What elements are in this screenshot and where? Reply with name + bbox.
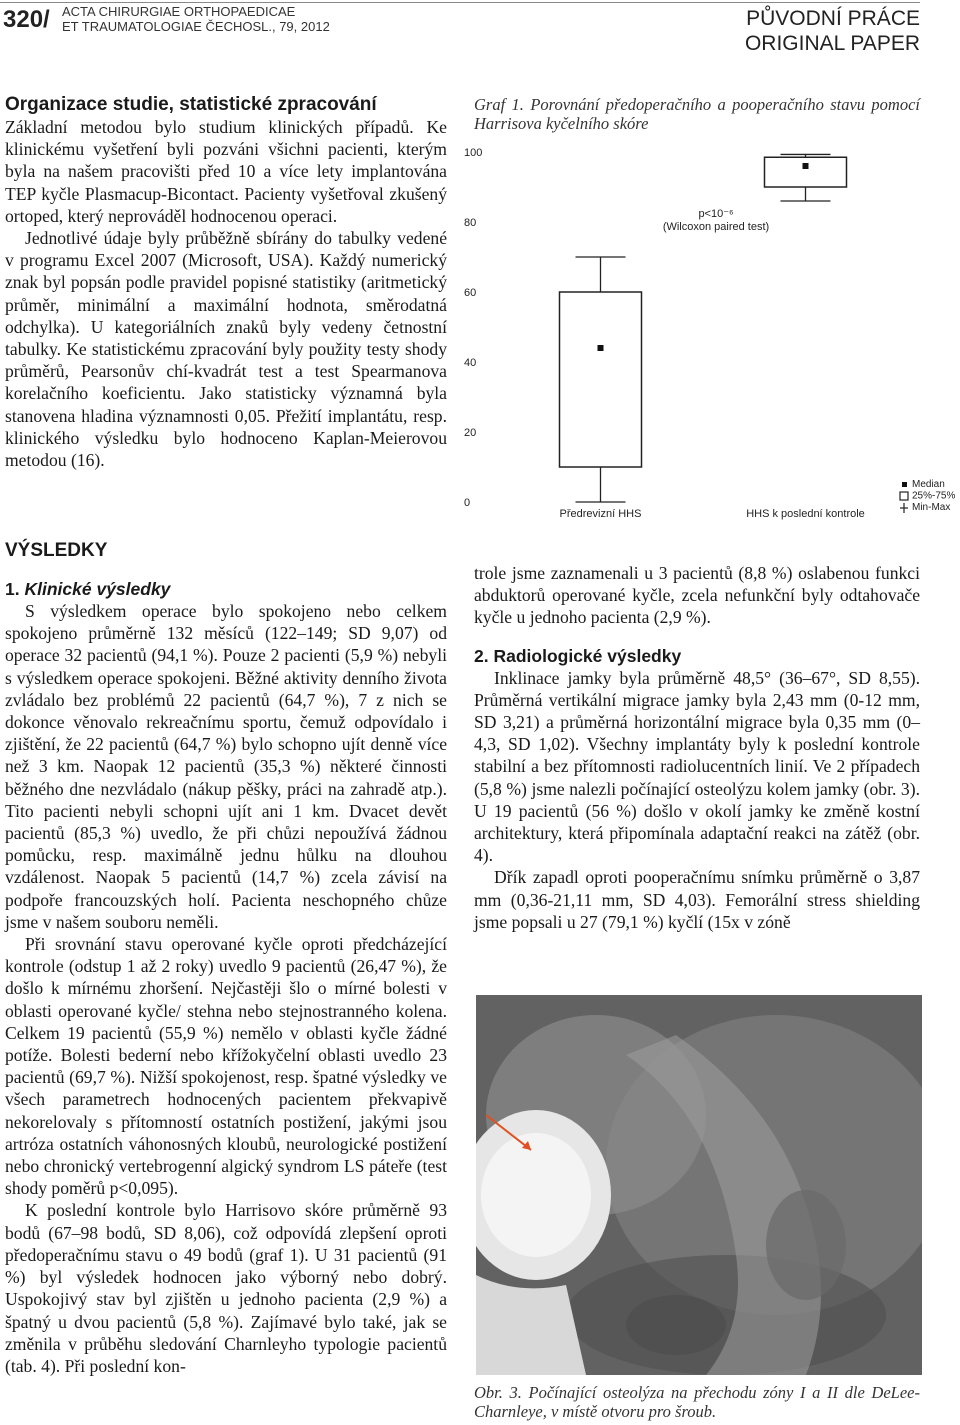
subsection-title-clinical: [5, 578, 447, 600]
subsection-label: Radiologické výsledky: [493, 645, 682, 666]
xray-image: [476, 995, 922, 1375]
y-tick-label: 100: [464, 147, 483, 159]
y-tick-label: 20: [464, 427, 477, 439]
article-type-cz: PŮVODNÍ PRÁCE: [746, 7, 920, 30]
paragraph: Při srovnání stavu operované kyčle oproti předcházející kontrole (odstup 1 až 2 roky) uvedlo 9 pacientů (26,47 %), že došlo k mírnému zhoršení. Nejčastěji šlo o mírné bolesti v oblasti operované kyčle/ stehna nebo stejnostranného kolena. Celkem 19 pacientů (55,9 %) nemělo v oblasti kyčle žádné potíže. Bolesti bederní nebo křížokyčelní oblasti uvedlo 23 pacientů (69,7 %). Nižší spokojenost, resp. špatné výsledky ve všech parametrech hodnocených pacientem překvapivě nekorelovaly s přítomností ostatních postižení, jakými jsou artróza ostatních váhonosných kloubů, neurologické postižení nebo chronický vertebrogenní algický syndrom LS páteře (test shody poměrů p<0,095).: [5, 934, 447, 1199]
boxplot-svg: [458, 140, 958, 525]
section-title-methods: Organizace studie, statistické zpracování: [5, 94, 377, 115]
harris-score-boxplot: [458, 140, 958, 525]
subsection-number: 2.: [474, 645, 489, 666]
x-category-label: HHS k poslední kontrole: [746, 508, 865, 520]
page-number: 320/: [3, 6, 50, 33]
annotation-pvalue: p<10⁻⁶: [698, 208, 734, 220]
journal-name: [62, 4, 330, 34]
box-iqr: [560, 292, 642, 467]
paragraph: K poslední kontrole bylo Harrisovo skóre průměrně 93 bodů (67–98 bodů, SD 8,06), což odpovídá zlepšení oproti předoperačnímu stavu o 49 bodů (graf 1). U 31 pacientů (91 %) byl výsledek hodnocen jako výborný nebo dobrý. Uspokojivý stav byl zjištěn u jednoho pacienta (2,9 %) a špatný u dvou pacientů (5,8 %). Zajímavé bylo také, jak se změnila v průběhu sledování Charnleyho typologie pacientů (tab. 4). Při poslední kon-: [5, 1200, 447, 1376]
graph-caption-block: [474, 95, 920, 133]
journal-line-1: ACTA CHIRURGIAE ORTHOPAEDICAE: [62, 4, 296, 19]
legend-label: 25%-75%: [912, 490, 956, 502]
figure-caption-block: [474, 1383, 920, 1421]
subsection-title-radiology: [474, 645, 920, 667]
y-tick-label: 80: [464, 217, 477, 229]
header-rule: [0, 2, 920, 3]
graph-caption: Graf 1. Porovnání předoperačního a pooperačního stavu pomocí Harrisova kyčelního skóre: [474, 95, 920, 133]
y-tick-label: 40: [464, 357, 477, 369]
subsection-label: Klinické výsledky: [24, 579, 171, 599]
paragraph: Jednotlivé údaje byly průběžně sbírány do tabulky vedené v programu Excel 2007 (Microsoft, USA). Každý numerický znak byl popsán podle pravidel popisné statistiky (aritmetický průměr, minimální a maximální hodnota, směrodatná odchylka). U kategoriálních znaků byly vedeny četnostní tabulky. Ke statistickému zpracování byly použity testy shody průměrů, Pearsonův chí-kvadrát test a test Spearmanova korelačního koeficientu. Jako statisticky významná byla stanovena hladina významnosti 0,05. Přežití implantátu, resp. klinického výsledku bylo hodnoceno Kaplan-Meierovou metodou (16).: [5, 228, 447, 471]
paragraph: S výsledkem operace bylo spokojeno nebo celkem spokojeno průměrně 132 měsíců (122–149; SD 9,07) od operace 32 pacientů (94,1 %). Pouze 2 pacienti (5,9 %) nebyli s výsledkem operace spokojeni. Běžné aktivity denního života zvládalo bez problémů 22 pacientů (64,7 %), 7 z nich se dokonce věnovalo rekreačnímu sportu, čemuž odpovídalo i zjištění, že 22 pacientů (64,7 %) bylo schopno ujít denně více než 3 km. Naopak 12 pacientů (35,3 %) některé činnosti běžného dne nezvládalo (nákup pěšky, práci na zahradě atp.). Tito pacienti nebyli schopni ujít ani 1 km. Dvacet devět pacientů (85,3 %) uvedlo, že při chůzi nepoužívá žádnou pomůcku, resp. maximálně jednu hůlku na dlouhou vzdálenost. Naopak 5 pacientů (14,7 %) zcela závisí na podpoře francouzských holí. Pacienta neschopného chůze jsme v našem souboru neměli.: [5, 601, 447, 932]
subsection-number: 1.: [5, 579, 20, 599]
legend-median-swatch: [902, 482, 907, 487]
median-marker: [803, 163, 809, 169]
section-title-results: VÝSLEDKY: [5, 540, 108, 561]
annotation-test: (Wilcoxon paired test): [662, 221, 770, 233]
legend-iqr-swatch: [900, 492, 908, 500]
legend-label: Min-Max: [912, 502, 951, 513]
legend-label: Median: [912, 479, 945, 490]
paragraph: trole jsme zaznamenali u 3 pacientů (8,8 %) oslabenou funkci abduktorů operované kyčle, zcela nefunkční byly odtahovače kyčle u jednoho pacienta (2,9 %).: [474, 563, 920, 628]
box-iqr: [765, 157, 847, 187]
figure-caption: Obr. 3. Počínající osteolýza na přechodu zóny I a II dle DeLee-Charnleye, v místě otvoru pro šroub.: [474, 1383, 920, 1421]
xray-drawing: [476, 995, 922, 1375]
median-marker: [598, 345, 604, 351]
y-tick-label: 0: [464, 497, 471, 509]
right-column-body: [474, 562, 920, 933]
page-header: [0, 0, 960, 60]
article-type: [745, 6, 920, 56]
left-column-top: [5, 94, 447, 471]
paragraph: Inklinace jamky byla průměrně 48,5° (36–67°, SD 8,55). Průměrná vertikální migrace jamky byla 2,43 mm (0-12 mm, SD 3,21) a průměrná horizontální migrace byla 0,35 mm (0–4,3, SD 1,02). Všechny implantáty byly k poslední kontrole stabilní a bez přítomnosti radiolucentních linií. Ve 2 případech (5,8 %) jsme nalezli počínající osteolýzu kolem jamky (obr. 3). U 19 pacientů (56 %) došlo v okolí jamky ke změně kostní architektury, která připomínala adaptační reakci na zátěž (obr. 4).: [474, 667, 920, 866]
left-column-results: [5, 540, 447, 1377]
journal-line-2: ET TRAUMATOLOGIAE ČECHOSL., 79, 2012: [62, 19, 330, 34]
paragraph: Dřík zapadl oproti pooperačnímu snímku průměrně o 3,87 mm (0,36-21,11 mm, SD 4,03). Femorální stress shielding jsme popsali u 27 (79,1 %) kyčlí (15x v zóně: [474, 867, 920, 932]
paragraph: Základní metodou bylo studium klinických případů. Ke klinickému vyšetření byli pozváni všichni pacienti, kterým byla na našem pracovišti před 10 a více lety implantována TEP kyčle Plasmacup-Bicontact. Pacienty vyšetřoval zkušený ortoped, který neprováděl hodnocenou operaci.: [5, 117, 447, 226]
article-type-en: ORIGINAL PAPER: [744, 32, 920, 55]
y-tick-label: 60: [464, 287, 477, 299]
x-category-label: Předrevizní HHS: [559, 508, 642, 520]
